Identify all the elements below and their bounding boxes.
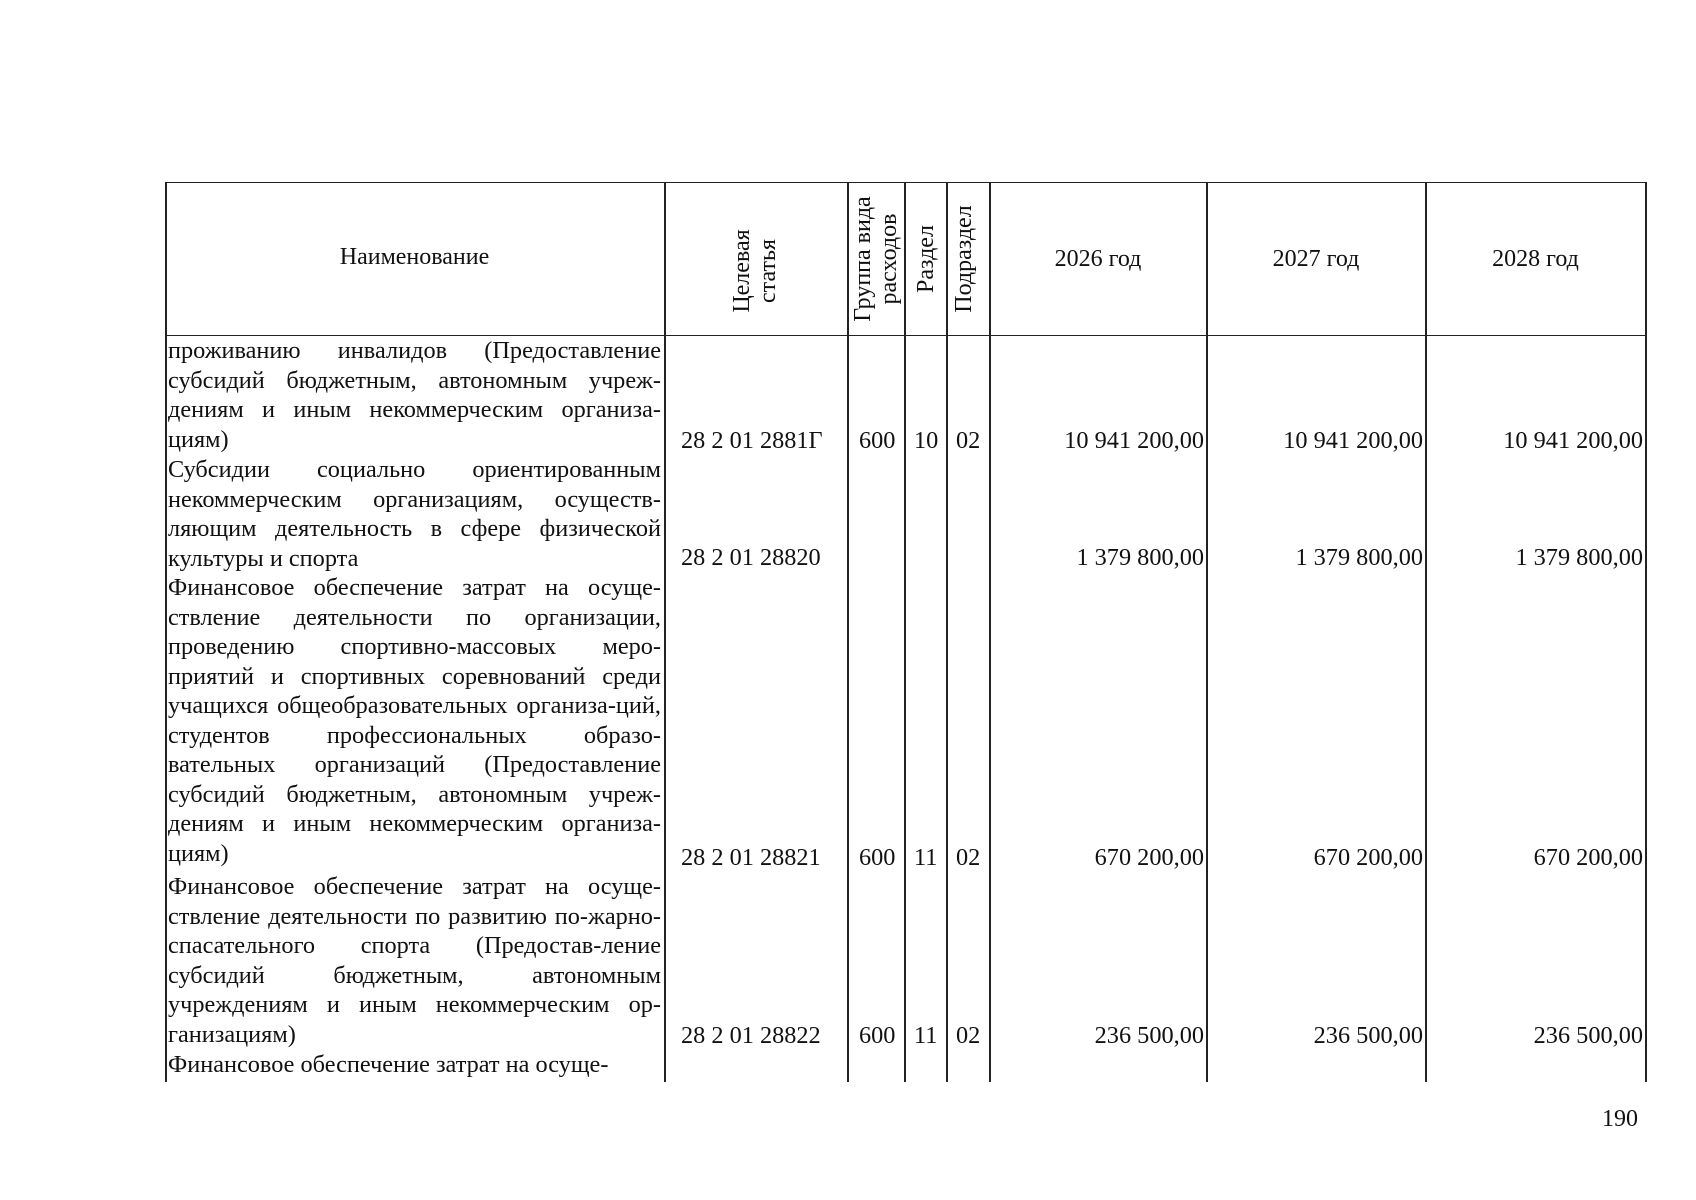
- header-2028: 2028 год: [1492, 246, 1579, 272]
- header-2027: 2027 год: [1272, 246, 1360, 272]
- col-divider-code: [847, 182, 849, 1082]
- col-divider-subsection: [989, 182, 991, 1082]
- page-number: 190: [1602, 1106, 1638, 1132]
- row-group: 600: [859, 844, 896, 871]
- col-divider-2026: [1206, 182, 1208, 1082]
- header-target-article: Целевая статья: [729, 229, 781, 313]
- row-value-2028: 236 500,00: [1533, 1022, 1643, 1049]
- col-divider-name: [664, 182, 666, 1082]
- col-divider-group: [904, 182, 906, 1082]
- row-value-2027: 670 200,00: [1313, 844, 1423, 871]
- table-row-name: проживанию инвалидов (Предоставление субсидий бюджетным, автономным учреж-дениям и иным некоммерческим организа-циям): [168, 337, 661, 453]
- table-row-name: Финансовое обеспечение затрат на осуще-ствление деятельности по развитию по-жарно-спасательного спорта (Предостав-ление субсидий бюджетным, автономным учреждениям и иным некоммерческим ор-ганизациям): [168, 873, 661, 1048]
- header-expense-group: Группа вида расходов: [850, 196, 902, 322]
- table-left-border: [165, 182, 167, 1082]
- row-section: 11: [914, 1022, 938, 1049]
- row-value-2027: 236 500,00: [1313, 1022, 1423, 1049]
- row-value-2027: 1 379 800,00: [1295, 544, 1423, 571]
- row-code: 28 2 01 28820: [681, 544, 821, 571]
- row-value-2028: 1 379 800,00: [1515, 544, 1643, 571]
- row-subsection: 02: [956, 1022, 981, 1049]
- col-divider-section: [946, 182, 948, 1082]
- row-code: 28 2 01 28822: [681, 1022, 821, 1049]
- row-value-2026: 236 500,00: [1094, 1022, 1204, 1049]
- row-value-2027: 10 941 200,00: [1283, 427, 1423, 454]
- row-group: 600: [859, 1022, 896, 1049]
- header-subsection: Подраздел: [951, 205, 977, 313]
- col-divider-2027: [1425, 182, 1427, 1082]
- row-group: 600: [859, 427, 896, 454]
- table-right-border: [1645, 182, 1647, 1082]
- row-value-2028: 10 941 200,00: [1503, 427, 1643, 454]
- row-value-2026: 1 379 800,00: [1076, 544, 1204, 571]
- table-row-name: Субсидии социально ориентированным некоммерческим организациям, осуществ-ляющим деятельность в сфере физической культуры и спорта: [168, 456, 661, 572]
- row-code: 28 2 01 2881Г: [681, 427, 823, 454]
- header-name: Наименование: [339, 244, 490, 270]
- header-2026: 2026 год: [1054, 246, 1142, 272]
- row-subsection: 02: [956, 427, 981, 454]
- row-subsection: 02: [956, 844, 981, 871]
- table-row-name: Финансовое обеспечение затрат на осуще-: [168, 1051, 609, 1078]
- row-value-2028: 670 200,00: [1533, 844, 1643, 871]
- row-value-2026: 670 200,00: [1094, 844, 1204, 871]
- table-row-name: Финансовое обеспечение затрат на осуще-ствление деятельности по организации, проведению спортивно-массовых меро-приятий и спортивных соревнований среди учащихся общеобразовательных организа-ций, студентов профессиональных образо-вательных организаций (Предоставление субсидий бюджетным, автономным учреж-дениям и иным некоммерческим организа-циям): [168, 574, 661, 867]
- row-code: 28 2 01 28821: [681, 844, 821, 871]
- row-section: 11: [914, 844, 938, 871]
- row-section: 10: [914, 427, 939, 454]
- row-value-2026: 10 941 200,00: [1064, 427, 1204, 454]
- header-section: Раздел: [913, 225, 939, 293]
